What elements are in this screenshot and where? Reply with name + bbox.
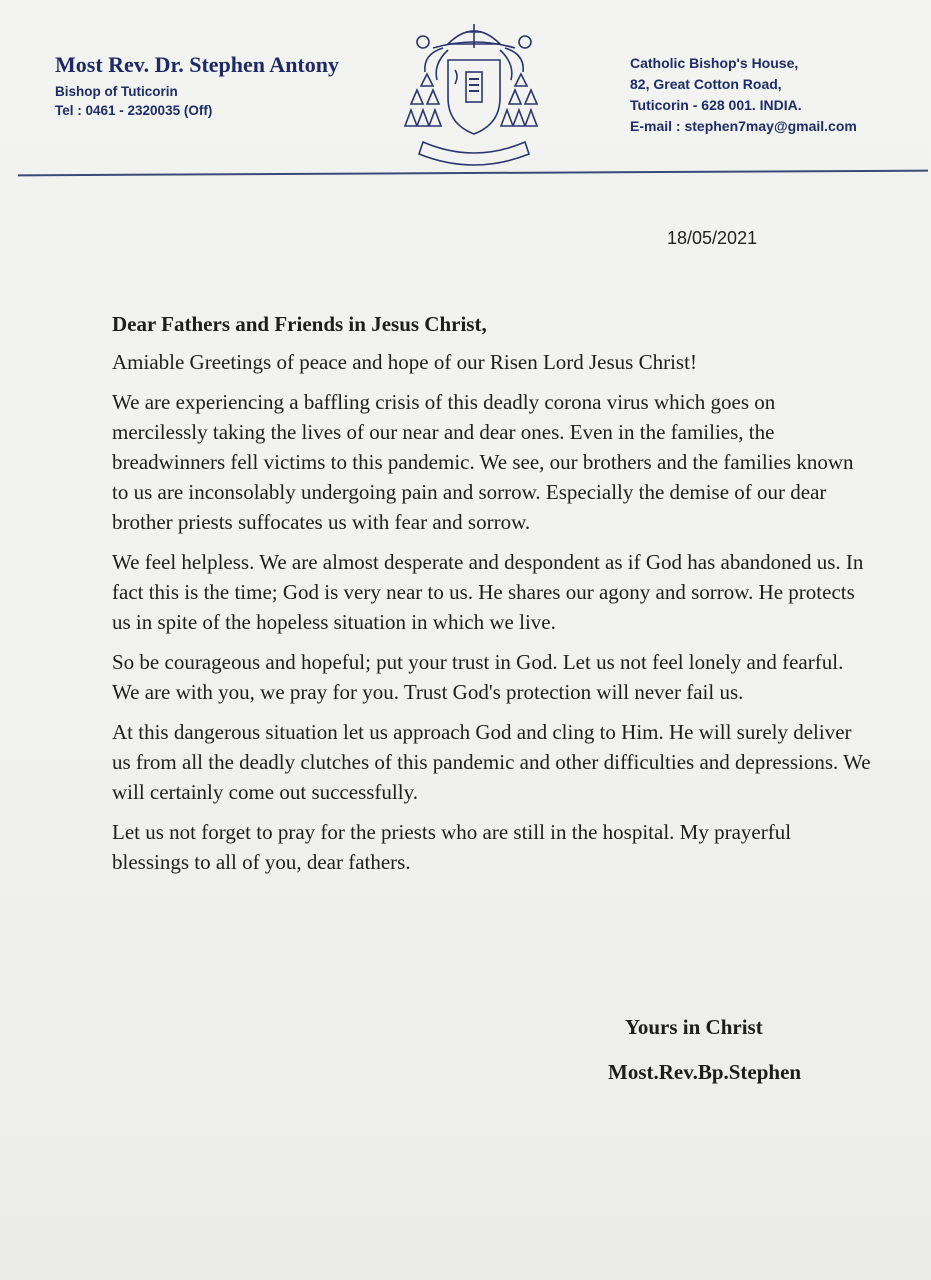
paragraph-greeting: Amiable Greetings of peace and hope of our Risen Lord Jesus Christ! <box>112 350 697 374</box>
letterhead-address <box>630 53 857 137</box>
closing-line: Yours in Christ <box>625 1015 763 1039</box>
address-line-house: Catholic Bishop's House, <box>630 55 799 71</box>
salutation: Dear Fathers and Friends in Jesus Christ, <box>112 312 487 336</box>
paragraph-pray-priests: Let us not forget to pray for the priests who are still in the hospital. My prayerful blessings to all of you, dear fathers. <box>112 820 792 874</box>
address-line-email: E-mail : stephen7may@gmail.com <box>630 118 857 134</box>
paragraph-approach-god: At this dangerous situation let us approach God and cling to Him. He will surely deliver us from all the deadly clutches of this pandemic and other difficulties and depressions. We will certainly come out successfully. <box>112 720 871 804</box>
address-line-city: Tuticorin - 628 001. INDIA. <box>630 97 802 113</box>
address-line-street: 82, Great Cotton Road, <box>630 76 782 92</box>
letter-body <box>112 309 872 887</box>
coat-of-arms-icon <box>403 14 545 174</box>
paragraph-courage: So be courageous and hopeful; put your trust in God. Let us not feel lonely and fearful. We are with you, we pray for you. Trust God's protection will never fail us. <box>112 650 844 704</box>
letterhead-sender <box>55 52 339 118</box>
letter-date: 18/05/2021 <box>667 228 758 248</box>
bishop-title: Bishop of Tuticorin <box>55 84 178 99</box>
signature-name: Most.Rev.Bp.Stephen <box>608 1060 802 1084</box>
paragraph-helpless: We feel helpless. We are almost desperate and despondent as if God has abandoned us. In fact this is the time; God is very near to us. He shares our agony and sorrow. He protects us in spite of the hopeless situation in which we live. <box>112 550 864 634</box>
paragraph-crisis: We are experiencing a baffling crisis of this deadly corona virus which goes on mercilessly taking the lives of our near and dear ones. Even in the families, the breadwinners fell victims to this pandemic. We see, our brothers and the families known to us are inconsolably undergoing pain and sorrow. Especially the demise of our dear brother priests suffocates us with fear and sorrow. <box>112 390 854 534</box>
phone-number: Tel : 0461 - 2320035 (Off) <box>55 103 213 118</box>
bishop-name: Most Rev. Dr. Stephen Antony <box>55 52 339 77</box>
